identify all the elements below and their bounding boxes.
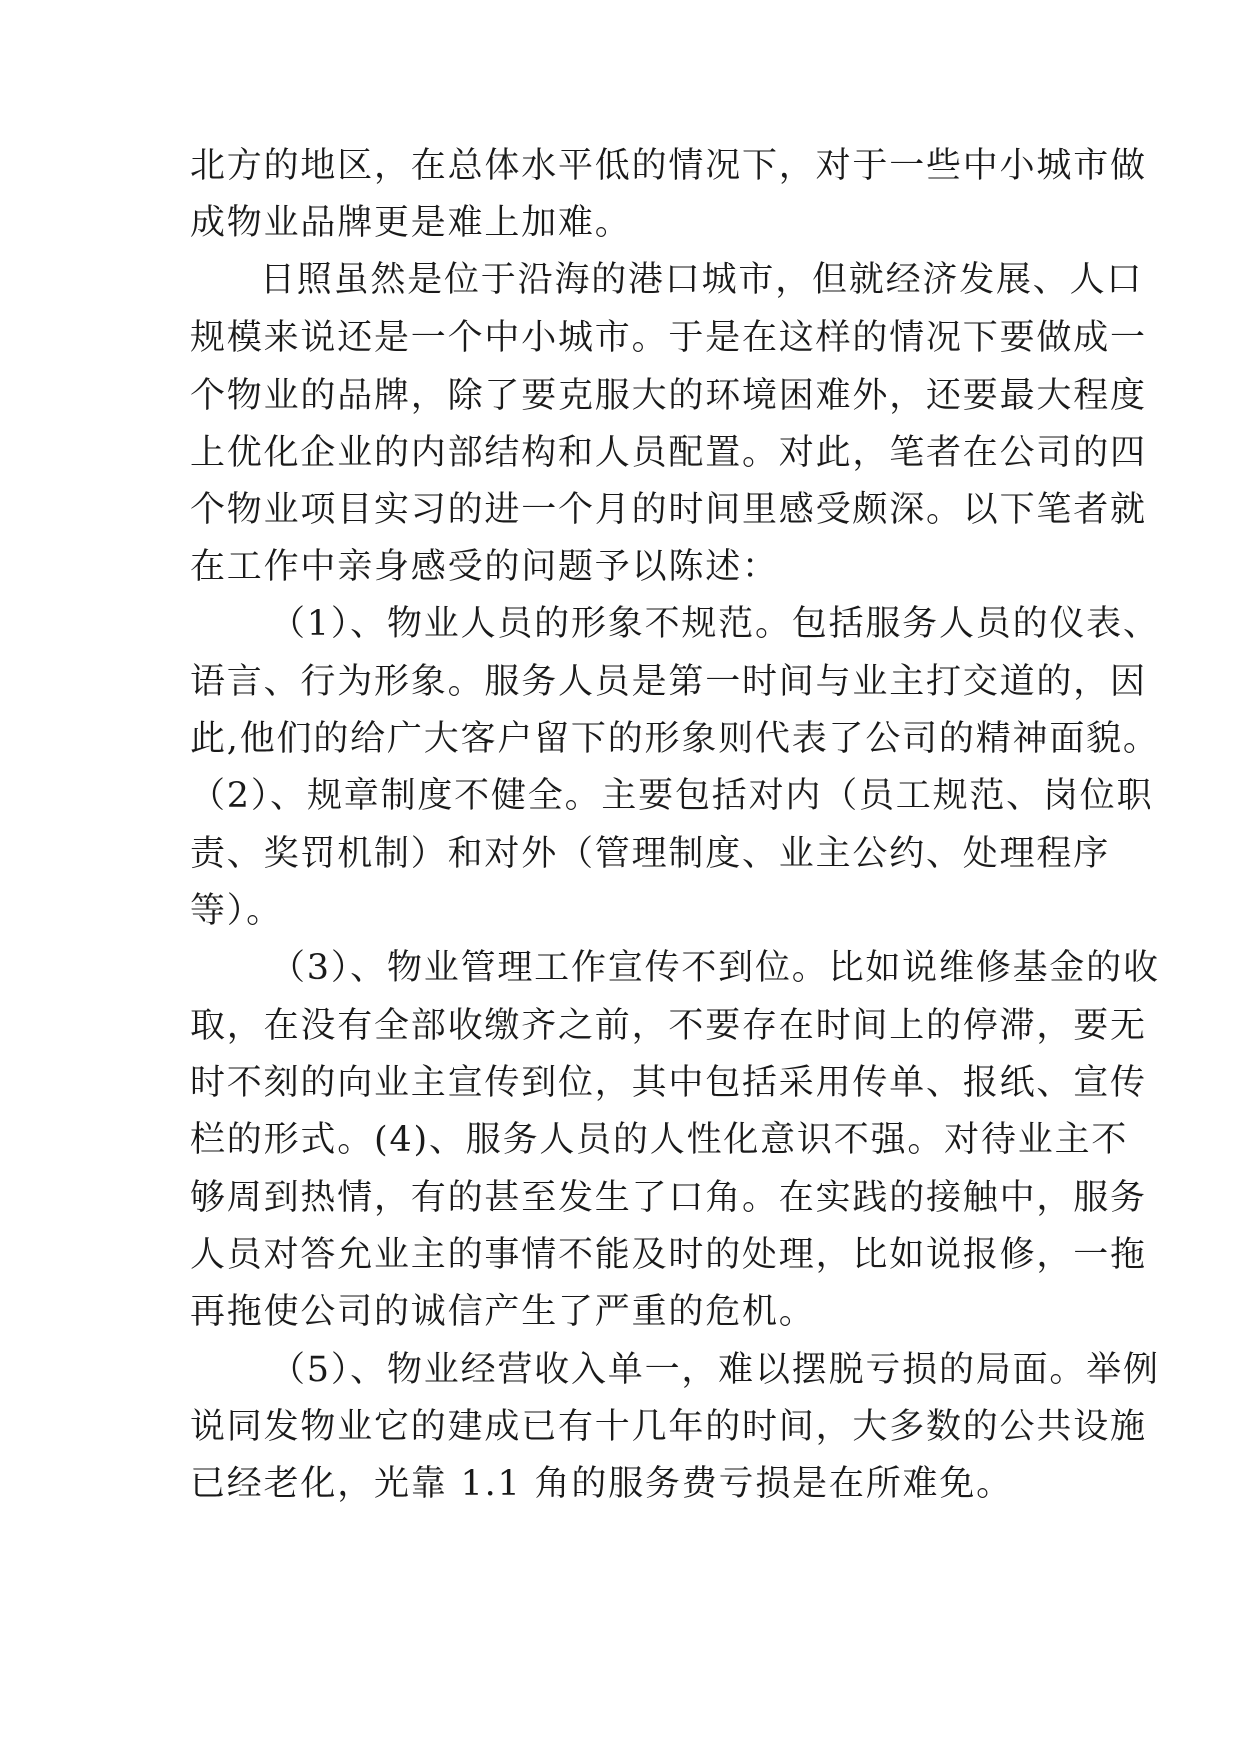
text-line: 在工作中亲身感受的问题予以陈述： [190,547,779,587]
text-line: 规模来说还是一个中小城市。于是在这样的情况下要做成一 [190,318,1147,358]
text-line: 等）。 [190,891,283,931]
text-line: 个物业的品牌，除了要克服大的环境困难外，还要最大程度 [190,376,1147,416]
list-item-5-line: （5）、物业经营收入单一，难以摆脱亏损的局面。举例 [270,1350,1160,1390]
text-line: 栏的形式。(4)、服务人员的人性化意识不强。对待业主不 [190,1120,1129,1160]
list-item-2-line: （2）、规章制度不健全。主要包括对内（员工规范、岗位职 [190,776,1154,816]
text-line: 此,他们的给广大客户留下的形象则代表了公司的精神面貌。 [190,719,1160,759]
text-line: 已经老化，光靠 1.1 角的服务费亏损是在所难免。 [190,1464,1013,1504]
text-line: 个物业项目实习的进一个月的时间里感受颇深。以下笔者就 [190,490,1147,530]
text-line: 人员对答允业主的事情不能及时的处理，比如说报修，一拖 [190,1235,1147,1275]
text-line: 取，在没有全部收缴齐之前，不要存在时间上的停滞，要无 [190,1006,1147,1046]
text-line: 责、奖罚机制）和对外（管理制度、业主公约、处理程序 [190,834,1111,874]
text-line: 北方的地区，在总体水平低的情况下，对于一些中小城市做 [190,146,1147,186]
paragraph-start-line: 日照虽然是位于沿海的港口城市，但就经济发展、人口 [260,260,1144,300]
list-item-1-line: （1）、物业人员的形象不规范。包括服务人员的仪表、 [270,604,1160,644]
text-line: 说同发物业它的建成已有十几年的时间，大多数的公共设施 [190,1407,1147,1447]
text-line: 成物业品牌更是难上加难。 [190,203,632,243]
list-item-3-line: （3）、物业管理工作宣传不到位。比如说维修基金的收 [270,948,1160,988]
text-line: 上优化企业的内部结构和人员配置。对此，笔者在公司的四 [190,433,1147,473]
text-line: 时不刻的向业主宣传到位，其中包括采用传单、报纸、宣传 [190,1063,1147,1103]
text-line: 语言、行为形象。服务人员是第一时间与业主打交道的，因 [190,662,1147,702]
text-line: 再拖使公司的诚信产生了严重的危机。 [190,1292,816,1332]
text-line: 够周到热情，有的甚至发生了口角。在实践的接触中，服务 [190,1178,1147,1218]
